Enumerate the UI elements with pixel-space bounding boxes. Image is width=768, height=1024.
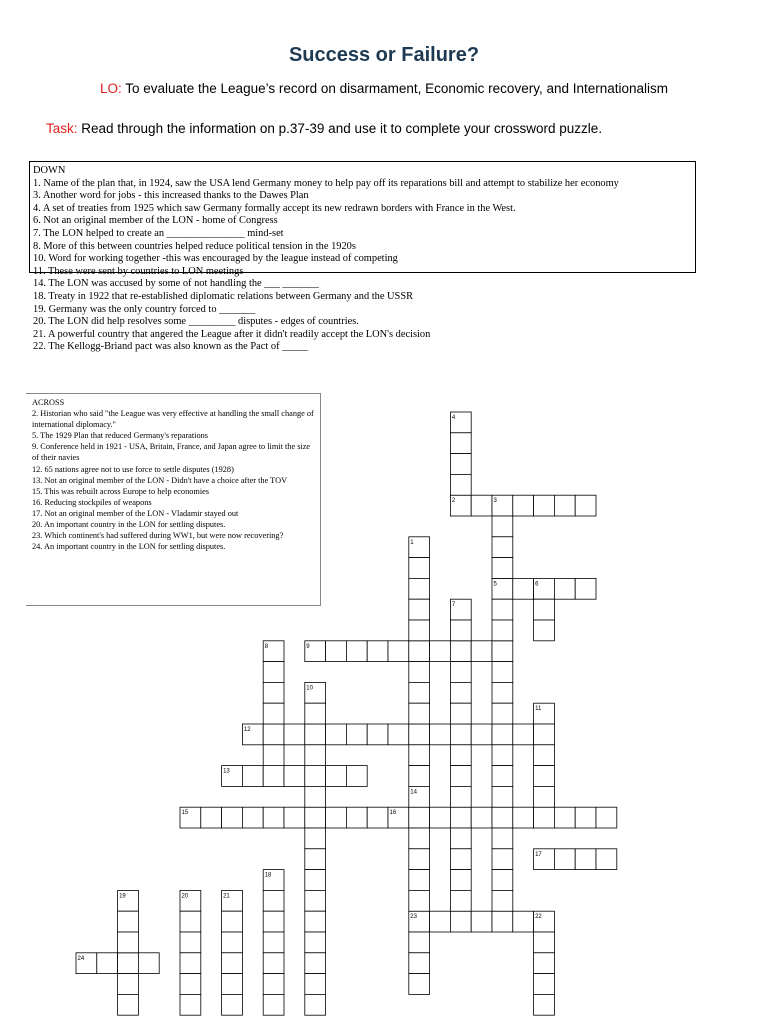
crossword-cell[interactable] [409,974,430,995]
crossword-cell[interactable] [118,911,139,932]
crossword-cell[interactable] [284,807,305,828]
crossword-cell[interactable] [409,807,430,828]
crossword-cell[interactable] [305,849,326,870]
down-clue: 10. Word for working together -this was encouraged by the league instead of competing [33,253,398,265]
crossword-cell[interactable] [305,745,326,766]
crossword-cell[interactable] [534,599,555,620]
across-clue: 17. Not an original member of the LON - Vladamir stayed out [32,508,239,518]
down-clue: 19. Germany was the only country forced to _______ [33,303,256,315]
crossword-cell[interactable] [222,932,243,953]
crossword-cell[interactable] [409,662,430,683]
crossword-cell[interactable] [450,682,471,703]
crossword-cell[interactable] [409,682,430,703]
crossword-cell[interactable] [534,807,555,828]
crossword-cell[interactable] [575,578,596,599]
crossword-cell[interactable] [346,641,367,662]
clue-number-label: 23 [410,914,417,921]
crossword-cell[interactable] [534,724,555,745]
crossword-cell[interactable] [471,495,492,516]
down-clue: 18. Treaty in 1922 that re-established diplomatic relations between Germany and the USSR [33,290,414,302]
across-clue: 13. Not an original member of the LON - Didn't have a choice after the TOV [32,475,288,485]
crossword-cell[interactable] [118,932,139,953]
down-clue: 7. The LON helped to create an _______________ mind-set [33,227,284,239]
crossword-cell[interactable] [346,724,367,745]
across-clue: 12. 65 nations agree not to use force to settle disputes (1928) [32,464,234,474]
crossword-cell[interactable] [534,932,555,953]
crossword-cell[interactable] [263,953,284,974]
clue-number-label: 11 [535,706,542,713]
crossword-cell[interactable] [450,870,471,891]
crossword-cell[interactable] [367,807,388,828]
crossword-cell[interactable] [513,911,534,932]
clue-number-label: 1 [410,539,414,546]
crossword-cell[interactable] [492,745,513,766]
crossword-cell[interactable] [471,724,492,745]
crossword-cell[interactable] [596,807,617,828]
crossword-cell[interactable] [450,703,471,724]
crossword-cell[interactable] [409,932,430,953]
crossword-cell[interactable] [430,641,451,662]
down-clue: 20. The LON did help resolves some _________ disputes - edges of countries. [33,316,359,328]
clue-number-label: 5 [493,581,497,588]
crossword-cell[interactable] [450,766,471,787]
crossword-cell[interactable] [575,807,596,828]
clue-number-label: 17 [535,851,542,858]
crossword-cell[interactable] [450,911,471,932]
crossword-cell[interactable] [222,953,243,974]
crossword-cell[interactable] [242,766,263,787]
crossword-cell[interactable] [367,724,388,745]
crossword-cell[interactable] [450,786,471,807]
crossword-cell[interactable] [263,724,284,745]
down-clue: 3. Another word for jobs - this increased thanks to the Dawes Plan [33,190,309,202]
clue-number-label: 9 [306,643,310,650]
crossword-cell[interactable] [409,890,430,911]
crossword-cell[interactable] [492,766,513,787]
crossword-cell[interactable] [305,890,326,911]
crossword-cell[interactable] [409,620,430,641]
crossword-cell[interactable] [409,745,430,766]
crossword-cell[interactable] [263,890,284,911]
crossword-cell[interactable] [575,495,596,516]
crossword-cell[interactable] [554,495,575,516]
crossword-cell[interactable] [305,703,326,724]
crossword-cell[interactable] [180,974,201,995]
clue-number-label: 4 [451,415,456,421]
crossword-cell[interactable] [305,807,326,828]
crossword-cell[interactable] [450,454,471,475]
crossword-cell[interactable] [138,953,159,974]
crossword-cell[interactable] [534,495,555,516]
crossword-cell[interactable] [534,620,555,641]
crossword-cell[interactable] [492,724,513,745]
crossword-cell[interactable] [326,641,347,662]
crossword-cell[interactable] [492,870,513,891]
crossword-cell[interactable] [263,703,284,724]
clue-number-label: 22 [535,914,542,921]
crossword-cell[interactable] [263,994,284,1015]
crossword-cell[interactable] [492,558,513,579]
across-clue: 5. The 1929 Plan that reduced Germany's reparations [32,431,208,441]
crossword-cell[interactable] [409,953,430,974]
crossword-cell[interactable] [450,662,471,683]
crossword-cell[interactable] [305,953,326,974]
crossword-cell[interactable] [513,578,534,599]
crossword-cell[interactable] [471,911,492,932]
down-heading: DOWN [33,165,66,176]
crossword-cell[interactable] [263,682,284,703]
clue-number-label: 18 [264,872,272,879]
across-heading: ACROSS [32,398,65,407]
crossword-cell[interactable] [534,786,555,807]
crossword-cell[interactable] [492,849,513,870]
crossword-cell[interactable] [492,703,513,724]
crossword-cell[interactable] [305,974,326,995]
crossword-cell[interactable] [450,745,471,766]
clue-number-label: 20 [181,893,189,900]
crossword-cell[interactable] [575,849,596,870]
crossword-cell[interactable] [409,703,430,724]
crossword-cell[interactable] [180,932,201,953]
crossword-cell[interactable] [534,745,555,766]
crossword-cell[interactable] [118,953,139,974]
down-clue: 22. The Kellogg-Briand pact was also known as the Pact of _____ [33,341,309,353]
lo-text: To evaluate the League’s record on disarmament, Economic recovery, and Internationalism [121,81,669,96]
crossword-cell[interactable] [346,807,367,828]
crossword-cell[interactable] [409,641,430,662]
clue-number-label: 10 [306,685,313,692]
clue-number-label: 16 [389,810,397,817]
crossword-cell[interactable] [409,724,430,745]
lo-label: LO: [99,81,122,96]
crossword-cell[interactable] [305,911,326,932]
across-clue: 9. Conference held in 1921 - USA, Britain, France, and Japan agree to limit the size of their navies [32,442,311,463]
crossword-cell[interactable] [326,724,347,745]
crossword-cell[interactable] [409,828,430,849]
crossword-cell[interactable] [492,516,513,537]
crossword-cell[interactable] [450,474,471,495]
crossword-cell[interactable] [263,766,284,787]
crossword-cell[interactable] [492,786,513,807]
crossword-cell[interactable] [450,807,471,828]
task-text: Read through the information on p.37-39 and use it to complete your crossword puzzle. [77,121,603,136]
crossword-cell[interactable] [222,974,243,995]
crossword-cell[interactable] [388,641,409,662]
crossword-cell[interactable] [492,890,513,911]
clue-number-label: 21 [223,893,230,900]
crossword-cell[interactable] [492,537,513,558]
crossword-cell[interactable] [554,578,575,599]
clue-number-label: 3 [493,498,497,505]
crossword-cell[interactable] [305,828,326,849]
clue-number-label: 14 [410,789,417,796]
crossword-cell[interactable] [450,620,471,641]
clue-number-label: 24 [77,955,85,962]
across-clue: 20. An important country in the LON for settling disputes. [32,520,226,530]
clue-number-label: 2 [451,498,456,505]
crossword-cell[interactable] [263,974,284,995]
clue-number-label: 13 [223,768,230,775]
crossword-cell[interactable] [305,994,326,1015]
crossword-cell[interactable] [367,641,388,662]
clue-number-label: 7 [451,602,456,609]
task-label: Task: [46,121,78,136]
across-clue: 16. Reducing stockpiles of weapons [32,497,152,507]
crossword-cell[interactable] [554,807,575,828]
crossword-cell[interactable] [263,662,284,683]
crossword-cell[interactable] [430,807,451,828]
clue-number-label: 6 [535,581,539,588]
crossword-cell[interactable] [118,974,139,995]
crossword-cell[interactable] [305,932,326,953]
crossword-cell[interactable] [180,911,201,932]
crossword-cell[interactable] [201,807,222,828]
crossword-cell[interactable] [430,724,451,745]
crossword-cell[interactable] [263,745,284,766]
clue-number-label: 12 [243,727,251,733]
crossword-cell[interactable] [534,974,555,995]
crossword-cell[interactable] [554,849,575,870]
crossword-cell[interactable] [492,599,513,620]
page-title: Success or Failure? [288,44,480,66]
crossword-cell[interactable] [97,953,118,974]
crossword-cell[interactable] [471,807,492,828]
crossword-cell[interactable] [263,911,284,932]
crossword-cell[interactable] [492,662,513,683]
crossword-cell[interactable] [492,828,513,849]
crossword-cell[interactable] [326,766,347,787]
crossword-cell[interactable] [180,953,201,974]
crossword-cell[interactable] [450,641,471,662]
crossword-cell[interactable] [305,786,326,807]
crossword-cell[interactable] [450,433,471,454]
crossword-cell[interactable] [513,807,534,828]
crossword-cell[interactable] [305,724,326,745]
crossword-cell[interactable] [492,682,513,703]
crossword-cell[interactable] [263,807,284,828]
crossword-cell[interactable] [492,911,513,932]
down-clue: 14. The LON was accused by some of not handling the ___ _______ [33,278,319,290]
crossword-cell[interactable] [222,807,243,828]
crossword-cell[interactable] [534,994,555,1015]
crossword-cell[interactable] [492,641,513,662]
crossword-cell[interactable] [450,890,471,911]
crossword-cell[interactable] [284,724,305,745]
clue-number-label: 19 [119,893,126,900]
crossword-cell[interactable] [284,766,305,787]
down-clue: 6. Not an original member of the LON - home of Congress [33,215,278,227]
crossword-cell[interactable] [492,620,513,641]
crossword-cell[interactable] [305,766,326,787]
crossword-cell[interactable] [409,578,430,599]
crossword-cell[interactable] [534,766,555,787]
down-clue: 4. A set of treaties from 1925 which saw Germany formally accept its new redrawn borders with France in the West. [33,202,516,214]
down-clue: 8. More of this between countries helped reduce political tension in the 1920s [33,240,356,252]
clue-number-label: 8 [264,643,269,650]
crossword-cell[interactable] [409,870,430,891]
crossword-cell[interactable] [346,766,367,787]
crossword-cell[interactable] [596,849,617,870]
crossword-cell[interactable] [388,724,409,745]
across-clue: 2. Historian who said "the League was very effective at handling the small change of international diplomacy." [32,409,314,430]
across-clue: 23. Which continent's had suffered during WW1, but were now recovering? [32,531,284,541]
crossword-cell[interactable] [450,724,471,745]
crossword-cell[interactable] [534,953,555,974]
crossword-cell[interactable] [450,828,471,849]
crossword-cell[interactable] [118,994,139,1015]
clue-number-label: 15 [181,810,189,817]
crossword-cell[interactable] [305,870,326,891]
crossword-cell[interactable] [513,495,534,516]
crossword-cell[interactable] [409,599,430,620]
crossword-cell[interactable] [242,807,263,828]
crossword-cell[interactable] [409,558,430,579]
down-clue: 21. A powerful country that angered the League after it didn't readily accept the LON's decision [33,328,431,340]
crossword-cell[interactable] [222,994,243,1015]
crossword-cell[interactable] [326,807,347,828]
crossword-cell[interactable] [263,932,284,953]
crossword-cell[interactable] [180,994,201,1015]
down-clue: 11. These were sent by countries to LON meetings [33,265,244,277]
crossword-cell[interactable] [450,849,471,870]
across-clue: 24. An important country in the LON for settling disputes. [32,542,226,552]
crossword-cell[interactable] [409,766,430,787]
down-clue: 1. Name of the plan that, in 1924, saw the USA lend Germany money to help pay off its reparations bill and attempt to stabilize her economy [33,177,619,189]
across-clue: 15. This was rebuilt across Europe to help economies [32,486,210,496]
crossword-cell[interactable] [471,641,492,662]
crossword-cell[interactable] [430,911,451,932]
crossword-cell[interactable] [222,911,243,932]
crossword-cell[interactable] [409,849,430,870]
crossword-cell[interactable] [492,807,513,828]
crossword-cell[interactable] [513,724,534,745]
